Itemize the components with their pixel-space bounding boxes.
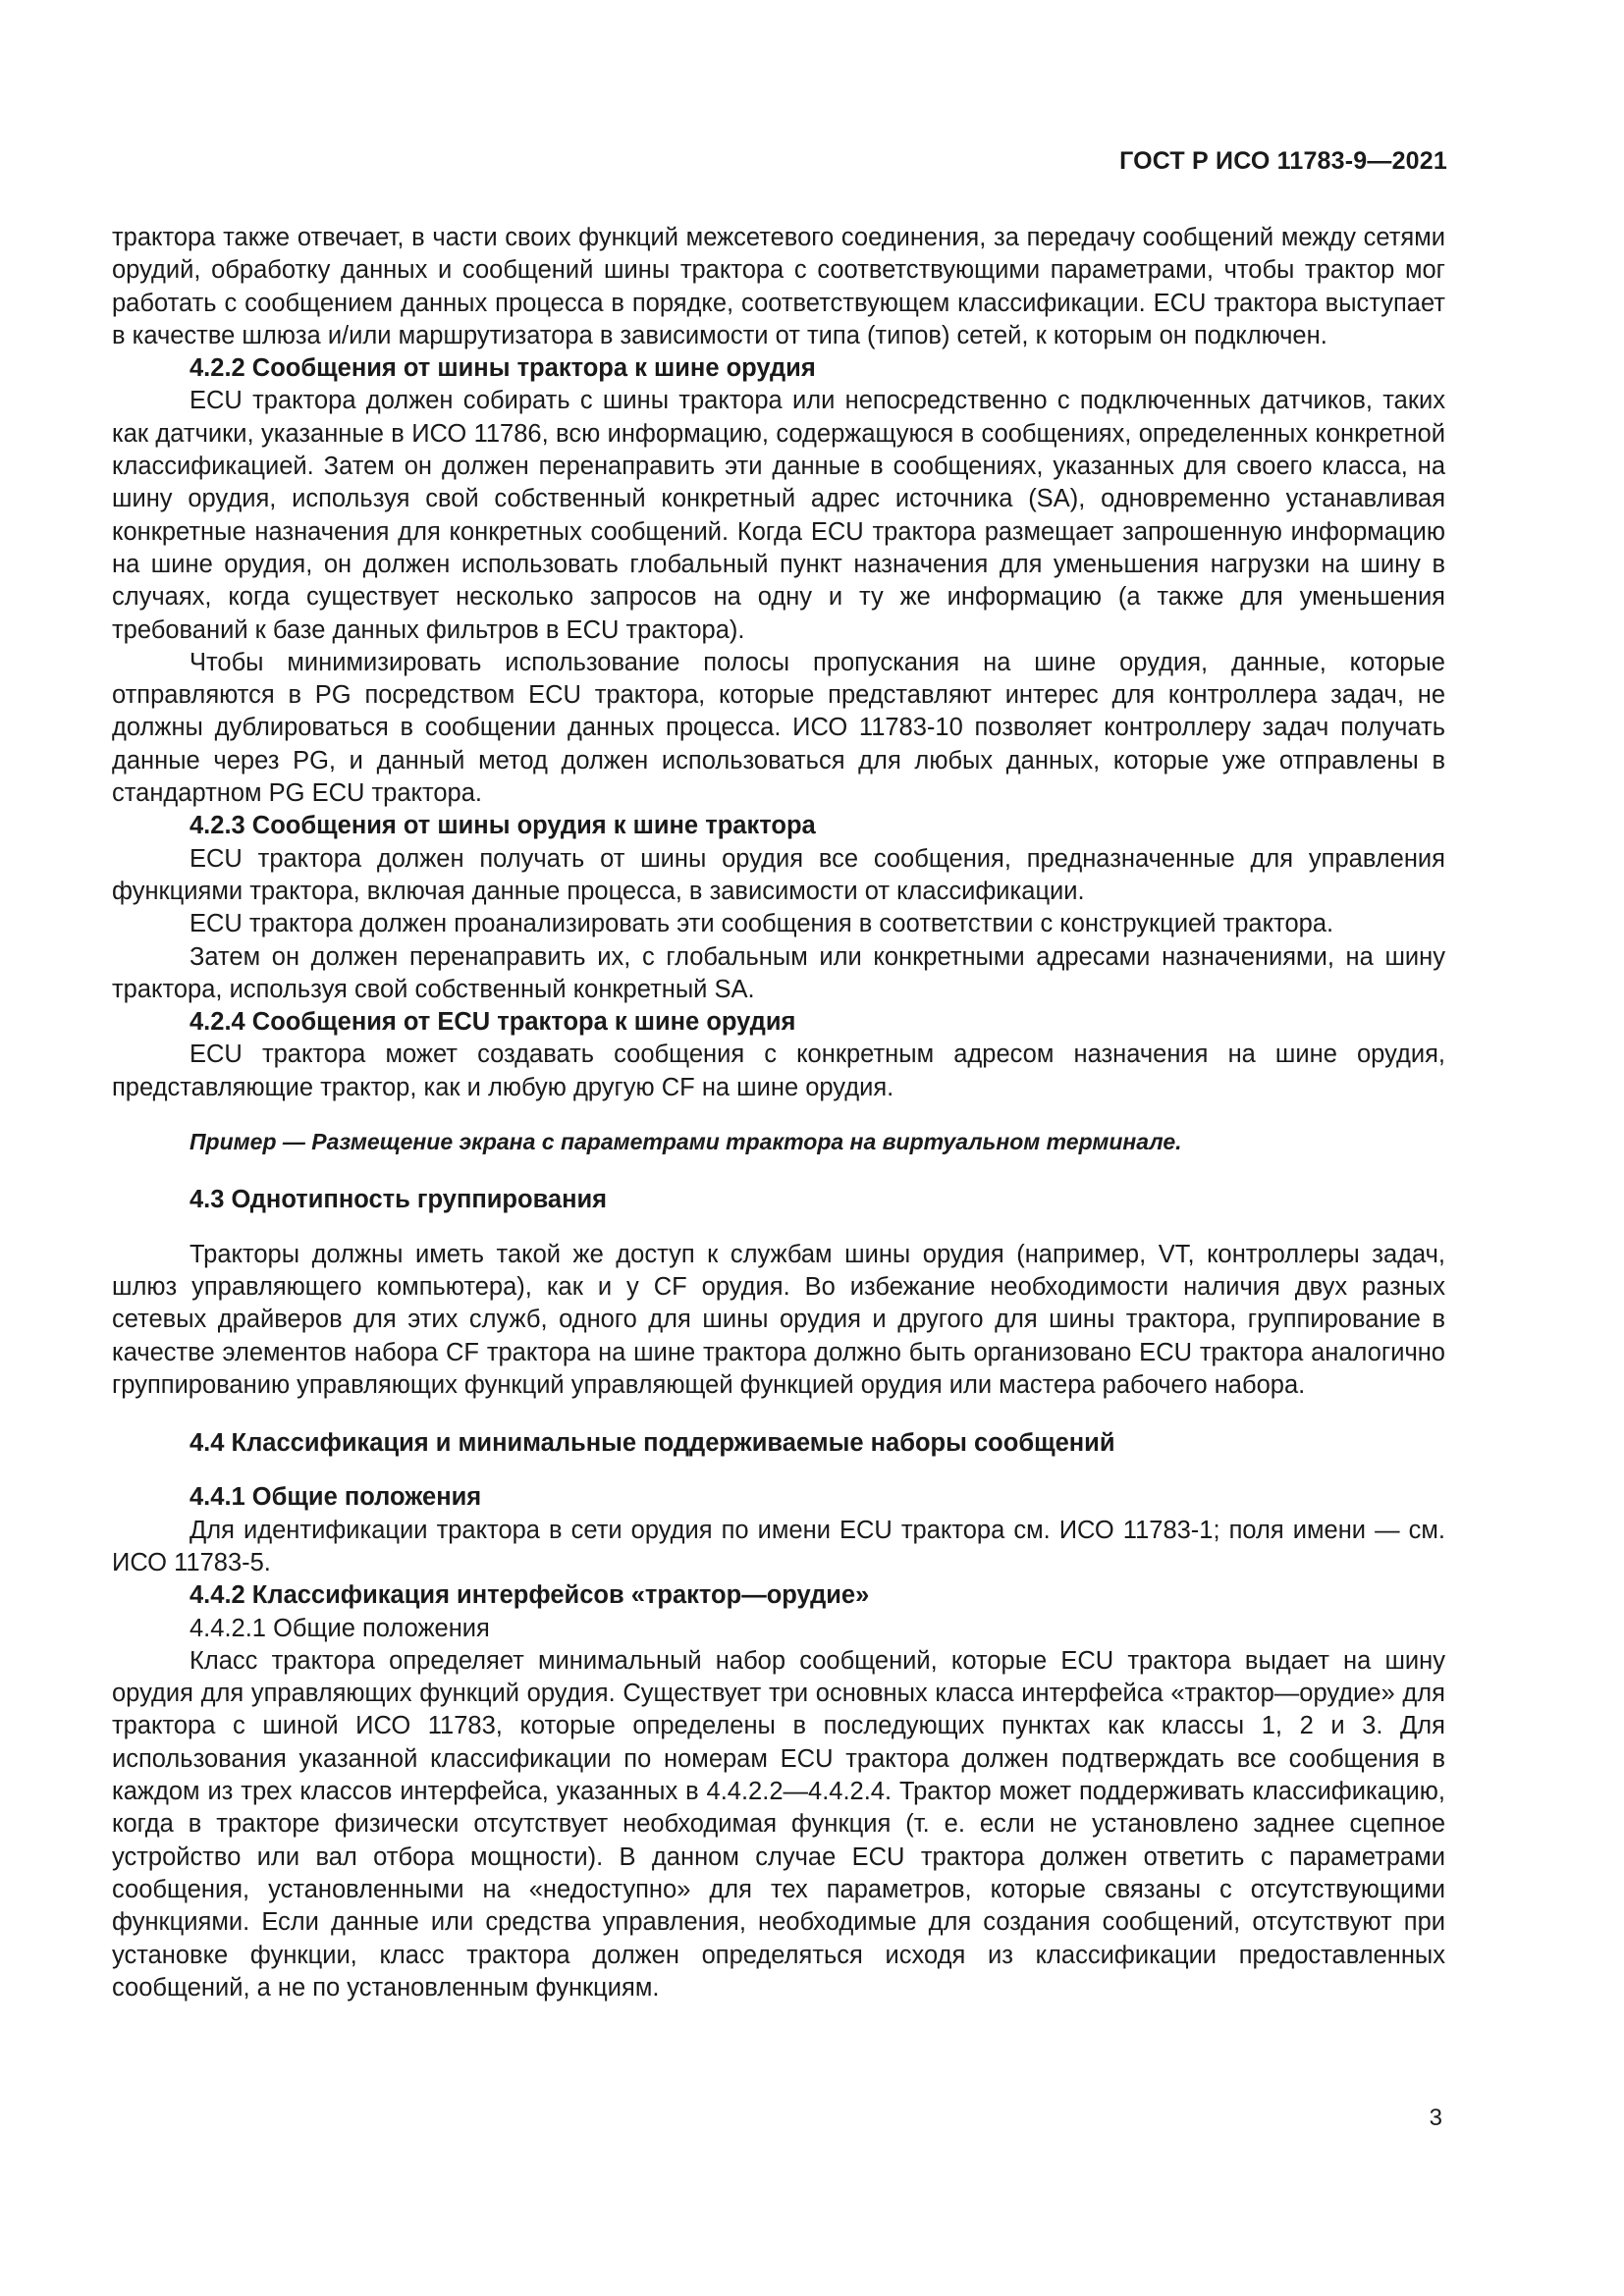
paragraph: Чтобы минимизировать использование полосы пропускания на шине орудия, данные, которые отправляются в PG посредством ECU трактора, которые представляют интерес для контроллера задач, не должны дублироваться в сообщении данных процесса. ИСО 11783-10 позволяет контроллеру задач получать данные через PG, и данный метод должен использоваться для любых данных, которые уже отправлены в стандартном PG ECU трактора.: [112, 648, 1445, 808]
section-heading-4-3: 4.3 Однотипность группирования: [189, 1186, 608, 1214]
document-body: [112, 222, 1445, 2004]
paragraph: ECU трактора может создавать сообщения с конкретным адресом назначения на шине орудия, представляющие трактор, как и любую другую CF на шине орудия.: [112, 1041, 1445, 1101]
section-heading-4-2-3: 4.2.3 Сообщения от шины орудия к шине трактора: [189, 812, 816, 840]
section-heading-4-4-2: 4.4.2 Классификация интерфейсов «трактор—орудие»: [189, 1581, 870, 1610]
paragraph: ECU трактора должен собирать с шины трактора или непосредственно с подключенных датчиков, таких как датчики, указанные в ИСО 11786, всю информацию, содержащуюся в сообщениях, определенных конкретной классификацией. Затем он должен перенаправить эти данные в сообщениях, указанных для своего класса, на шину орудия, используя свой собственный конкретный адрес источника (SA), одновременно устанавливая конкретные назначения для конкретных сообщений. Когда ECU трактора размещает запрошенную информацию на шине орудия, он должен использовать глобальный пункт назначения для уменьшения нагрузки на шину в случаях, когда существует несколько запросов на одну и ту же информацию (а также для уменьшения требований к базе данных фильтров в ECU трактора).: [112, 387, 1445, 644]
paragraph-continued: трактора также отвечает, в части своих функций межсетевого соединения, за передачу сообщений между сетями орудий, обработку данных и сообщений шины трактора с соответствующими параметрами, чтобы трактор мог работать с сообщением данных процесса в порядке, соответствующем классификации. ECU трактора выступает в качестве шлюза и/или маршрутизатора в зависимости от типа (типов) сетей, к которым он подключен.: [112, 224, 1445, 349]
paragraph: ECU трактора должен получать от шины орудия все сообщения, предназначенные для управления функциями трактора, включая данные процесса, в зависимости от классификации.: [112, 844, 1445, 905]
section-heading-4-2-2: 4.2.2 Сообщения от шины трактора к шине орудия: [189, 354, 816, 383]
paragraph: Класс трактора определяет минимальный набор сообщений, которые ECU трактора выдает на шину орудия для управляющих функций орудия. Существует три основных класса интерфейса «трактор—орудие» для трактора с шиной ИСО 11783, которые определены в последующих пунктах как классы 1, 2 и 3. Для использования указанной классификации по номерам ECU трактора должен подтверждать все сообщения в каждом из трех классов интерфейса, указанных в 4.4.2.2—4.4.2.4. Трактор может поддерживать классификацию, когда в тракторе физически отсутствует необходимая функция (т. е. если не установлено заднее сцепное устройство или вал отбора мощности). В данном случае ECU трактора должен ответить с параметрами сообщения, установленными на «недоступно» для тех параметров, которые связаны с отсутствующими функциями. Если данные или средства управления, необходимые для создания сообщений, отсутствуют при установке функции, класс трактора должен определяться исходя из классификации предоставленных сообщений, а не по установленным функциям.: [112, 1646, 1445, 2002]
paragraph: ECU трактора должен проанализировать эти сообщения в соответствии с конструкцией трактора.: [189, 910, 1334, 938]
paragraph: Затем он должен перенаправить их, с глобальным или конкретными адресами назначениями, на шину трактора, используя свой собственный конкретный SA.: [112, 942, 1445, 1003]
section-heading-4-4: 4.4 Классификация и минимальные поддерживаемые наборы сообщений: [189, 1429, 1115, 1458]
paragraph: Для идентификации трактора в сети орудия по имени ECU трактора см. ИСО 11783-1; поля имени — см. ИСО 11783-5.: [112, 1516, 1445, 1576]
example-note: Пример — Размещение экрана с параметрами трактора на виртуальном терминале.: [189, 1129, 1182, 1155]
subsection-title-4-4-2-1: 4.4.2.1 Общие положения: [189, 1614, 490, 1642]
section-heading-4-2-4: 4.2.4 Сообщения от ECU трактора к шине орудия: [189, 1008, 796, 1037]
paragraph: Тракторы должны иметь такой же доступ к службам шины орудия (например, VT, контроллеры задач, шлюз управляющего компьютера), как и у CF орудия. Во избежание необходимости наличия двух разных сетевых драйверов для этих служб, одного для шины орудия и другого для шины трактора, группирование в качестве элементов набора CF трактора на шине трактора должно быть организовано ECU трактора аналогично группированию управляющих функций управляющей функцией орудия или мастера рабочего набора.: [112, 1240, 1445, 1399]
section-heading-4-4-1: 4.4.1 Общие положения: [189, 1483, 482, 1512]
page-number: 3: [1429, 2105, 1442, 2131]
page-header: ГОСТ Р ИСО 11783-9—2021: [1119, 147, 1447, 175]
